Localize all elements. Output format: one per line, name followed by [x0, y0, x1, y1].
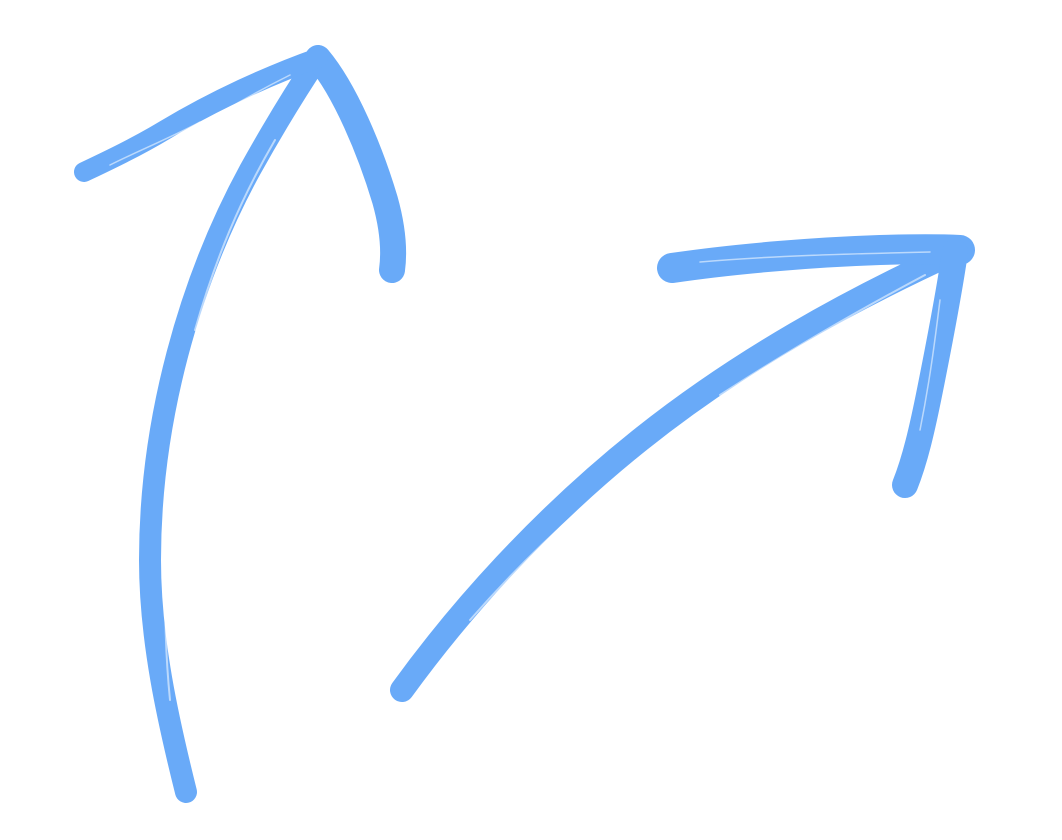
left-arrow-icon	[84, 58, 393, 792]
left-arrow-head-right	[318, 58, 393, 270]
right-arrow-shaft	[402, 252, 955, 690]
right-arrow-icon	[402, 249, 960, 690]
left-arrow-shaft	[150, 58, 318, 792]
